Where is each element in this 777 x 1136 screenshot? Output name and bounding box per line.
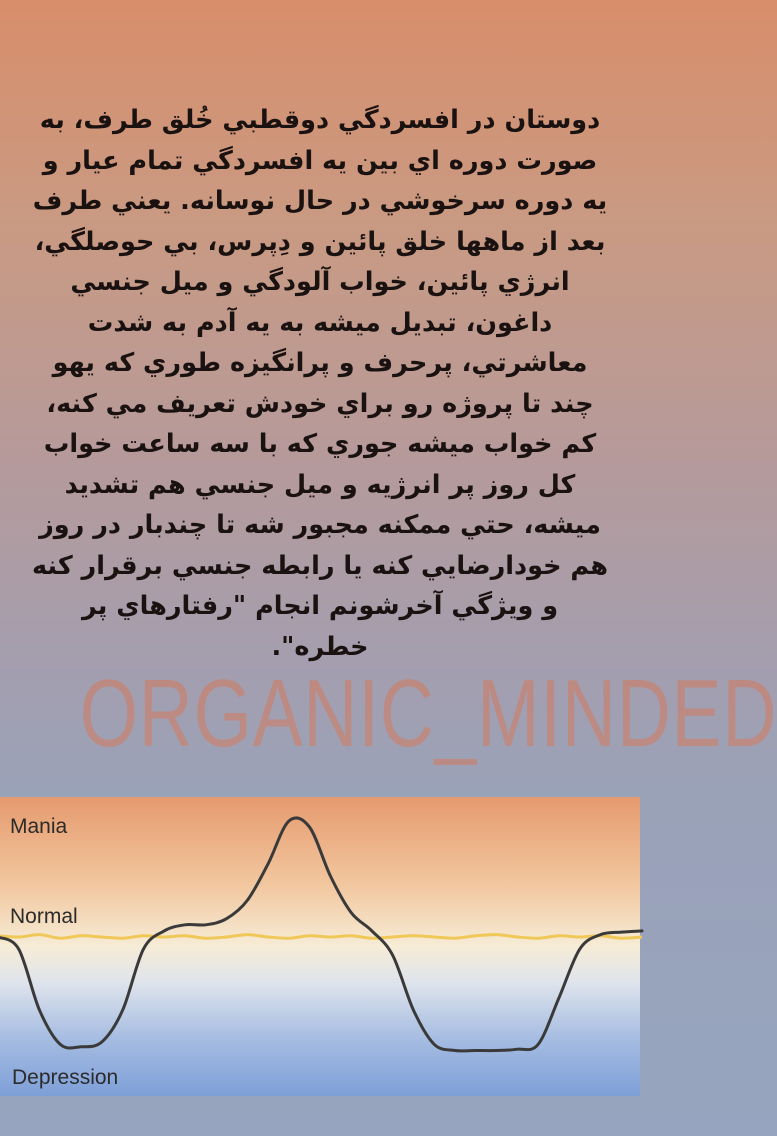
depression-label: Depression bbox=[12, 1066, 119, 1089]
watermark-text: ORGANIC_MINDED bbox=[79, 660, 777, 767]
mood-chart bbox=[0, 797, 640, 1096]
mood-band-background bbox=[0, 797, 640, 1096]
story-text: دوستان در افسردگي دوقطبي خُلق طرف، به صورت دوره اي بين يه افسردگي تمام عيار و يه دوره سرخوشي در حال نوسانه. يعني طرف بعد از ماهها خلق پائين و دِپرس، بي حوصلگي، انرژي پائين، خواب آلودگي و ميل جنسي داغون، تبديل ميشه به يه آدم به شدت معاشرتي، پرحرف و پرانگيزه طوري كه يهو چند تا پروژه رو براي خودش تعريف مي كنه، كم خواب ميشه جوري كه با سه ساعت خواب كل روز پر انرژيه و ميل جنسي هم تشديد ميشه، حتي ممكنه مجبور شه تا چندبار در روز هم خودارضايي كنه يا رابطه جنسي برقرار كنه و ويژگي آخرشونم انجام "رفتارهاي پر خطره". bbox=[31, 105, 609, 662]
mood-chart-svg bbox=[0, 797, 640, 1096]
mania-label: Mania bbox=[10, 815, 68, 838]
normal-label: Normal bbox=[10, 905, 78, 928]
